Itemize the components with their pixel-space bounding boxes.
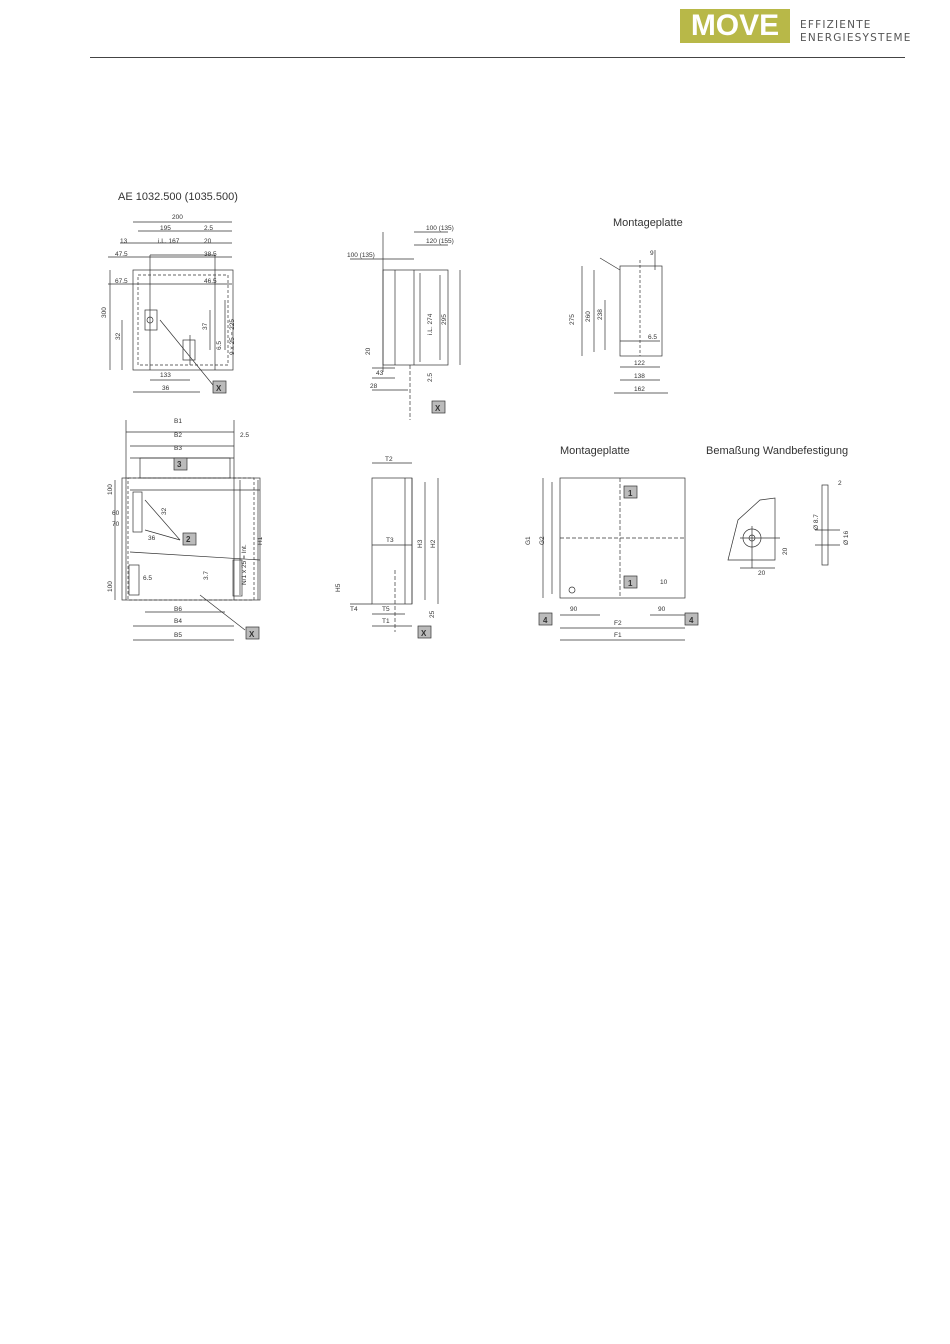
dim-label: 60 bbox=[112, 510, 120, 517]
dim-label: B1 bbox=[174, 418, 182, 425]
dim-label: 9 x 25 = 225 bbox=[229, 319, 236, 355]
dim-label: 2.5 bbox=[240, 432, 250, 439]
tag-x: X bbox=[216, 384, 222, 393]
dim-label: G1 bbox=[525, 536, 532, 545]
dim-label: B5 bbox=[174, 632, 182, 639]
wall-mount-title: Bemaßung Wandbefestigung bbox=[706, 445, 849, 457]
dim-label: 195 bbox=[160, 225, 171, 232]
dim-label: 43 bbox=[376, 370, 384, 377]
dim-label: 120 (155) bbox=[426, 238, 454, 245]
dim-label: B3 bbox=[174, 445, 182, 452]
dim-label: 2.5 bbox=[204, 225, 214, 232]
dim-label: 90 bbox=[570, 606, 578, 613]
dim-label: 20 bbox=[758, 570, 766, 577]
dim-label: 295 bbox=[441, 314, 448, 325]
dim-label: 122 bbox=[634, 360, 645, 367]
mounting-plate-generic bbox=[539, 478, 698, 640]
mounting-plate-title-bottom: Montageplatte bbox=[560, 445, 630, 457]
dim-label: 20 bbox=[782, 547, 789, 555]
dim-label: 9 bbox=[650, 250, 654, 257]
dim-label: 100 bbox=[107, 581, 114, 592]
dim-label: 260 bbox=[585, 311, 592, 322]
dim-label: i.L. 167 bbox=[158, 238, 180, 245]
dim-label: 133 bbox=[160, 372, 171, 379]
dim-label: F2 bbox=[614, 620, 622, 627]
dim-label: B2 bbox=[174, 432, 182, 439]
model-title: AE 1032.500 (1035.500) bbox=[118, 191, 238, 203]
dim-label: 2 bbox=[838, 480, 842, 487]
dim-label: 275 bbox=[569, 314, 576, 325]
dim-label: 6.5 bbox=[143, 575, 153, 582]
front-view-generic bbox=[115, 420, 260, 640]
dim-label: H5 bbox=[335, 583, 342, 592]
dim-label: T4 bbox=[350, 606, 358, 613]
dim-label: T3 bbox=[386, 537, 394, 544]
dim-label: H2 bbox=[430, 539, 437, 548]
tag-1: 1 bbox=[628, 579, 633, 588]
tag-3: 3 bbox=[177, 460, 182, 469]
dim-label: H1 bbox=[257, 536, 264, 545]
mounting-plate-title-top: Montageplatte bbox=[613, 217, 683, 229]
dim-label: F1 bbox=[614, 632, 622, 639]
side-view-generic bbox=[350, 463, 438, 638]
dim-label: 37 bbox=[202, 322, 209, 330]
dim-label: 36 bbox=[148, 535, 156, 542]
tagline-line2: ENERGIESYSTEME bbox=[800, 32, 912, 44]
dim-label: 25 bbox=[429, 610, 436, 618]
dim-label: 38.5 bbox=[204, 251, 217, 258]
side-view-detailed bbox=[350, 232, 460, 420]
dim-label: 36 bbox=[162, 385, 170, 392]
tag-1: 1 bbox=[628, 489, 633, 498]
dim-label: H3 bbox=[417, 539, 424, 548]
dim-label: 162 bbox=[634, 386, 645, 393]
tag-x: X bbox=[435, 404, 441, 413]
dim-label: Ø 8.7 bbox=[813, 514, 820, 530]
dim-label: 100 bbox=[107, 484, 114, 495]
dim-label: 32 bbox=[115, 332, 122, 340]
dim-label: 6.5 bbox=[648, 334, 658, 341]
dim-label: 20 bbox=[204, 238, 212, 245]
tag-4: 4 bbox=[543, 616, 548, 625]
dim-label: T2 bbox=[385, 456, 393, 463]
dim-label: 70 bbox=[112, 521, 120, 528]
dim-label: 47.5 bbox=[115, 251, 128, 258]
dim-label: 100 (135) bbox=[426, 225, 454, 232]
dim-label: i.L. 274 bbox=[427, 313, 434, 335]
dim-label: 6.5 bbox=[216, 340, 223, 350]
dim-label: T5 bbox=[382, 606, 390, 613]
dim-label: B6 bbox=[174, 606, 182, 613]
dim-label: 67.5 bbox=[115, 278, 128, 285]
dim-label: 238 bbox=[597, 309, 604, 320]
dim-label: 10 bbox=[660, 579, 668, 586]
dim-label: 20 bbox=[365, 347, 372, 355]
dim-label: 28 bbox=[370, 383, 378, 390]
dim-label: 32 bbox=[161, 507, 168, 515]
dim-label: 13 bbox=[120, 238, 128, 245]
mounting-plate-detailed bbox=[582, 250, 668, 393]
dim-label: 100 (135) bbox=[347, 252, 375, 259]
dim-label: T1 bbox=[382, 618, 390, 625]
tag-4: 4 bbox=[689, 616, 694, 625]
dim-label: 90 bbox=[658, 606, 666, 613]
tagline-line1: EFFIZIENTE bbox=[800, 19, 872, 31]
dim-label: N/1 x 25 = Int. bbox=[241, 544, 248, 585]
logo-text: MOVE bbox=[690, 9, 780, 42]
dim-label: G2 bbox=[539, 536, 546, 545]
dim-label: 3.7 bbox=[203, 570, 210, 580]
tag-x: X bbox=[421, 629, 427, 638]
dim-label: Ø 16 bbox=[843, 530, 850, 545]
dim-label: 46.5 bbox=[204, 278, 217, 285]
dim-label: 300 bbox=[101, 307, 108, 318]
tag-x: X bbox=[249, 630, 255, 639]
dim-label: B4 bbox=[174, 618, 182, 625]
dim-label: 138 bbox=[634, 373, 645, 380]
dim-label: 2.5 bbox=[427, 372, 434, 382]
front-view-detailed bbox=[108, 222, 233, 393]
dim-label: 200 bbox=[172, 214, 183, 221]
tag-2: 2 bbox=[186, 535, 191, 544]
